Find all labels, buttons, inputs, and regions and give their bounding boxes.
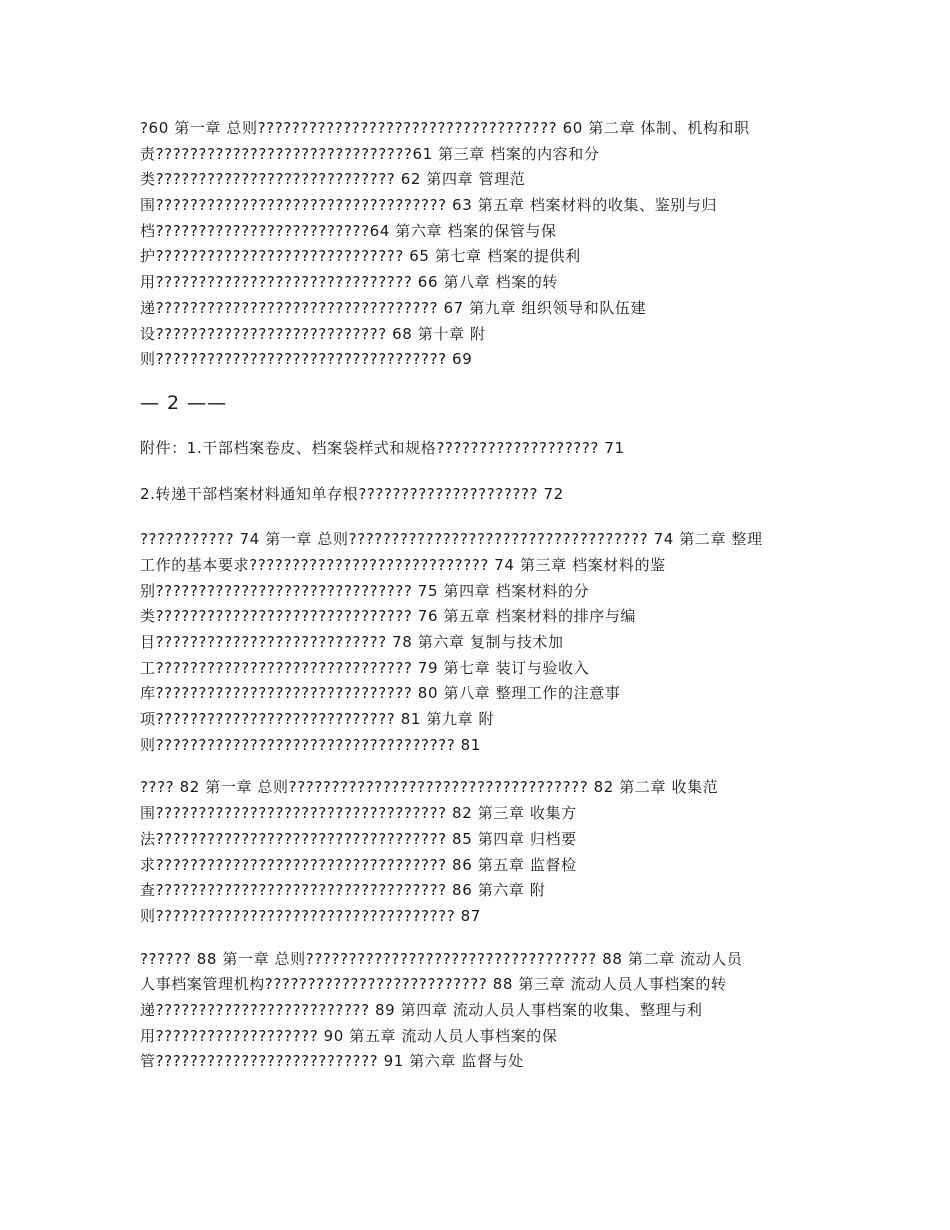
toc-section-3: [140, 775, 820, 929]
toc-line: 则??????????????????????????????????? 87: [140, 906, 481, 925]
toc-line: 递????????????????????????? 89 第四章 流动人员人事档案的收集、整理与利: [140, 1000, 703, 1019]
toc-line: 则??????????????????????????????????? 81: [140, 735, 481, 754]
toc-line: 求?????????????????????????????????? 86 第五章 监督检: [140, 855, 577, 874]
toc-line: 围?????????????????????????????????? 63 第五章 档案材料的收集、鉴别与归: [140, 196, 718, 215]
toc-line: ?????? 88 第一章 总则?????????????????????????????????? 88 第二章 流动人员: [140, 949, 743, 968]
toc-line: ?60 第一章 总则??????????????????????????????????? 60 第二章 体制、机构和职: [140, 119, 750, 137]
toc-line: 用?????????????????????????????? 66 第八章 档案的转: [140, 273, 559, 292]
toc-section-1: [140, 116, 820, 373]
toc-line: 类???????????????????????????? 62 第四章 管理范: [140, 170, 526, 189]
toc-line: 工?????????????????????????????? 79 第七章 装订与验收入: [140, 658, 590, 677]
toc-line: 用??????????????????? 90 第五章 流动人员人事档案的保: [140, 1026, 558, 1045]
appendix-line-2: 2.转递干部档案材料通知单存根????????????????????? 72: [140, 484, 564, 503]
toc-line: 类?????????????????????????????? 76 第五章 档案材料的排序与编: [140, 607, 637, 626]
toc-line: ??????????? 74 第一章 总则??????????????????????????????????? 74 第二章 整理: [140, 530, 763, 549]
toc-line: 护????????????????????????????? 65 第七章 档案的提供利: [140, 247, 581, 266]
toc-section-4: [140, 947, 820, 1075]
page-number-marker: — 2 ——: [140, 391, 228, 414]
toc-line: 项???????????????????????????? 81 第九章 附: [140, 710, 495, 729]
toc-line: ???? 82 第一章 总则??????????????????????????????????? 82 第二章 收集范: [140, 778, 719, 797]
toc-line: 工作的基本要求???????????????????????????? 74 第三章 档案材料的鉴: [140, 555, 666, 574]
toc-line: 责??????????????????????????????61 第三章 档案的内容和分: [140, 144, 600, 163]
toc-line: 查?????????????????????????????????? 86 第六章 附: [140, 881, 546, 900]
toc-line: 则?????????????????????????????????? 69: [140, 350, 473, 369]
appendix-line-1: 附件：1.干部档案卷皮、档案袋样式和规格??????????????????? 71: [140, 438, 625, 457]
document-page: [140, 116, 820, 1092]
toc-line: 库?????????????????????????????? 80 第八章 整理工作的注意事: [140, 684, 621, 703]
toc-line: 管?????????????????????????? 91 第六章 监督与处: [140, 1052, 524, 1071]
toc-line: 人事档案管理机构?????????????????????????? 88 第三章 流动人员人事档案的转: [140, 975, 727, 994]
toc-line: 档?????????????????????????64 第六章 档案的保管与保: [140, 221, 557, 240]
toc-section-2: [140, 527, 820, 758]
toc-line: 围?????????????????????????????????? 82 第三章 收集方: [140, 804, 577, 823]
toc-line: 目??????????????????????????? 78 第六章 复制与技术加: [140, 633, 564, 651]
toc-line: 递????????????????????????????????? 67 第九章 组织领导和队伍建: [140, 298, 647, 317]
toc-line: 别?????????????????????????????? 75 第四章 档案材料的分: [140, 581, 590, 600]
toc-line: 设??????????????????????????? 68 第十章 附: [140, 324, 486, 343]
toc-line: 法?????????????????????????????????? 85 第四章 归档要: [140, 829, 577, 848]
